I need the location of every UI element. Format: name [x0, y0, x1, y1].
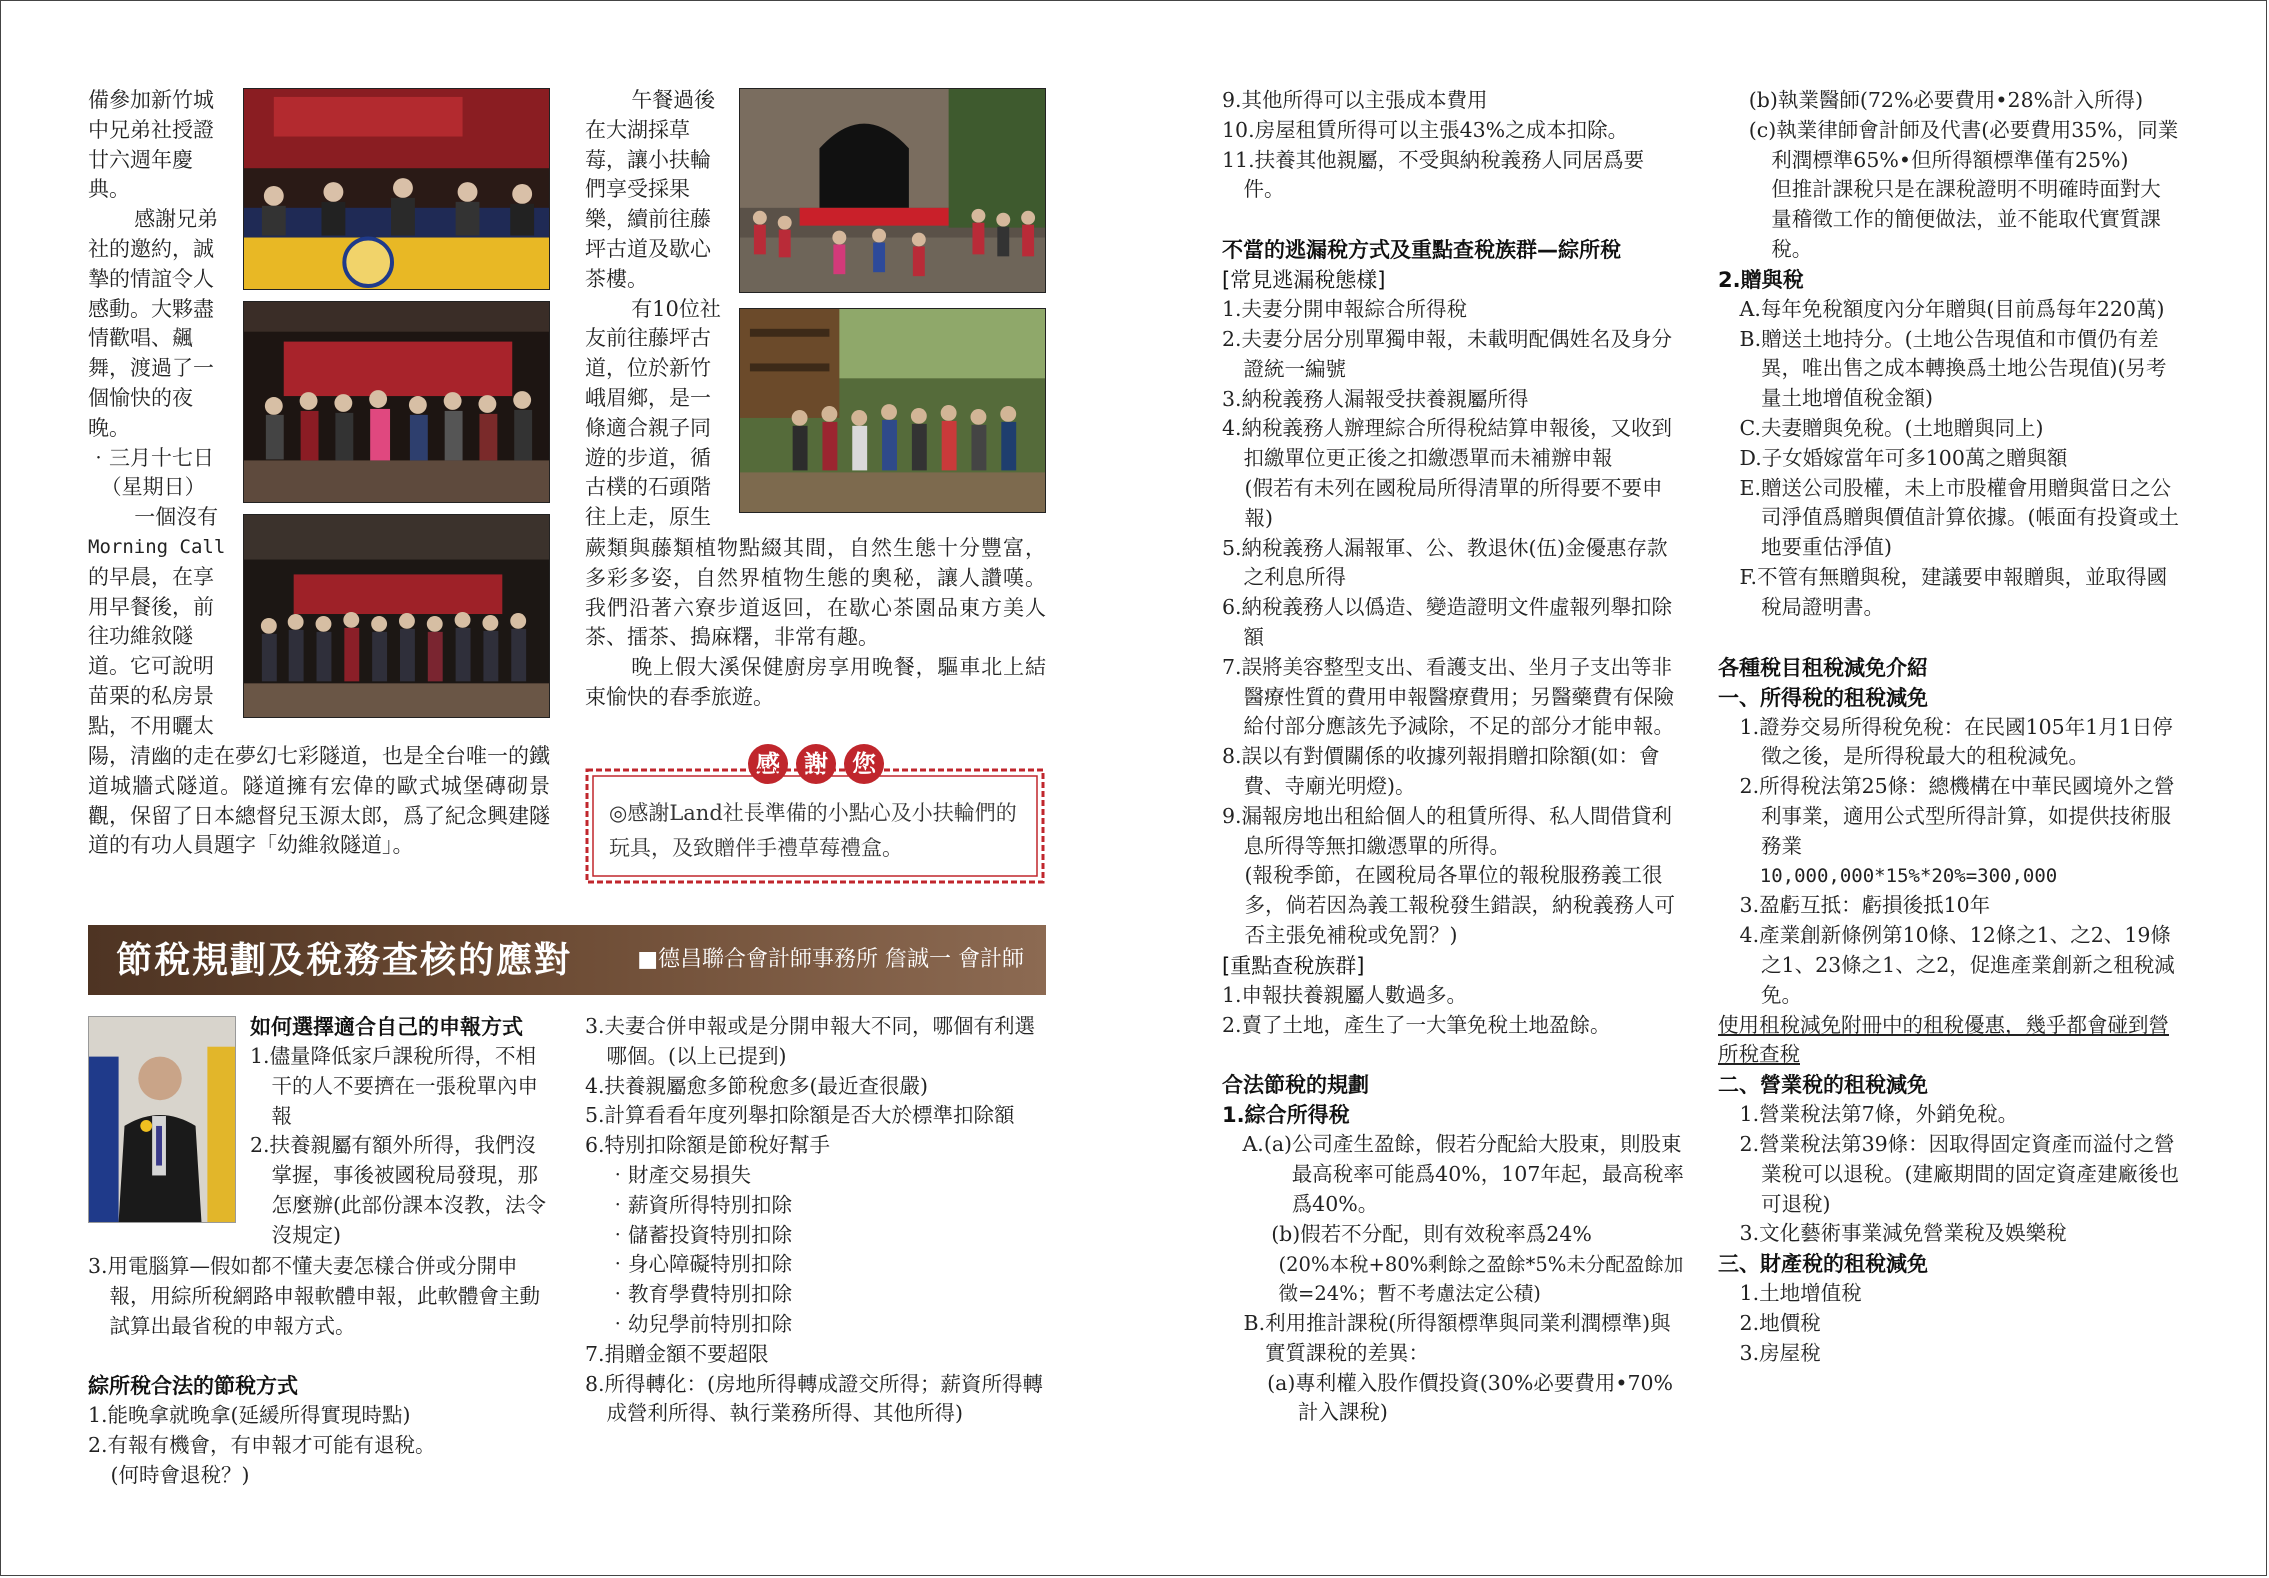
text-line: 摯的情誼令人: [88, 266, 214, 291]
seal-char-2: 謝: [796, 744, 836, 784]
text-line: 莓，讓小扶輪: [585, 147, 711, 172]
text-line: 備參加新竹城: [88, 88, 214, 112]
formula-line: 10,000,000*15%*20%=300,000: [1759, 864, 2058, 887]
list-item: 6.納稅義務人以僞造、變造證明文件虛報列舉扣除額: [1222, 595, 1673, 649]
tax-left-column: [250, 1012, 550, 1251]
text-line: 有10位社: [631, 296, 721, 321]
list-item: 2.有報有機會，有申報才可能有退稅。: [88, 1433, 436, 1458]
photo-group-stage: [243, 514, 550, 718]
photo-group-dancing: [243, 301, 550, 503]
text-line: 個愉快的夜: [88, 385, 193, 410]
list-note: 但推計課稅只是在課稅證明不明確時面對大量稽徵工作的簡便做法，並不能取代實質課稅。: [1771, 177, 2161, 261]
list-item: F.不管有無贈與稅，建議要申報贈與，並取得國稅局證明書。: [1739, 564, 2168, 619]
section-heading: 如何選擇適合自己的申報方式: [250, 1015, 523, 1039]
list-item: 3.納稅義務人漏報受扶養親屬所得: [1222, 386, 1529, 411]
list-item: 1.申報扶養親屬人數過多。: [1222, 982, 1468, 1007]
list-item: B.利用推計課稅(所得額標準與同業利潤標準)與實質課稅的差異：: [1243, 1311, 1671, 1365]
list-item: A.(a)公司產生盈餘，假若分配給大股東，則股東最高稅率可能爲40%，107年起，最高稅率爲40%。: [1242, 1132, 1684, 1216]
text-line: 感謝兄弟: [134, 207, 219, 232]
subsection-heading: 二、營業稅的租稅減免: [1718, 1073, 1928, 1098]
list-item: 2.所得稅法第25條：總機構在中華民國境外之營利事業，適用公式型所得計算，如提供技術服務業: [1739, 774, 2175, 858]
banner-author: ■德昌聯合會計師事務所 詹誠一 會計師: [637, 947, 1024, 972]
list-note: (假若有未列在國稅局所得清單的所得要不要申報): [1244, 475, 1663, 530]
section-heading: 各種稅目租稅減免介紹: [1718, 655, 1928, 680]
underlined-note: 使用租稅減免附冊中的租稅優惠，幾乎都會碰到營所稅查稅: [1718, 1012, 2169, 1067]
list-item: 10.房屋租賃所得可以主張43%之成本扣除。: [1222, 117, 1629, 142]
list-item: 1.營業稅法第7條，外銷免稅。: [1739, 1102, 2019, 1127]
bullet-item: ‧幼兒學前特別扣除: [607, 1311, 793, 1336]
col2-top-text: [585, 86, 727, 533]
bullet-item: ‧身心障礙特別扣除: [607, 1252, 793, 1277]
list-note: (報稅季節，在國稅局各單位的報稅服務義工很多，倘若因為義工報稅發生錯誤，納稅義務人可否主張免補稅或免罰？): [1244, 863, 1676, 947]
text-line: 往功維敘隧: [88, 624, 193, 649]
author-photo: [88, 1016, 236, 1223]
subsection-heading: 1.綜合所得稅: [1222, 1103, 1350, 1128]
tax-col4: [1718, 86, 2180, 1368]
bullet-item: ‧財產交易損失: [607, 1162, 752, 1187]
list-item: 1.儘量降低家戶課稅所得，不相干的人不要擠在一張稅單內申報: [250, 1044, 539, 1128]
banner-title: 節稅規劃及稅務查核的應對: [116, 939, 573, 981]
list-item: 6.特別扣除額是節稅好幫手: [585, 1133, 831, 1158]
col1-top-text: [88, 86, 230, 742]
text-line: 情歡唱、飆: [88, 326, 193, 351]
subsection-heading: 一、所得稅的租稅減免: [1718, 685, 1928, 710]
text-line: 廿六週年慶: [88, 147, 193, 172]
text-line: 的早晨，在享: [88, 564, 214, 589]
bullet-item: ‧教育學費特別扣除: [607, 1282, 793, 1307]
list-item: 3.盈虧互抵：虧損後抵10年: [1739, 893, 1991, 918]
text-line: 感動。大夥盡: [88, 296, 214, 321]
list-item: 5.納稅義務人漏報軍、公、教退休(伍)金優惠存款之利息所得: [1222, 535, 1668, 590]
date-heading-sub: （星期日）: [100, 475, 206, 500]
bullet-item: ‧薪資所得特別扣除: [607, 1192, 793, 1217]
tax-left-lower: [88, 1252, 550, 1491]
list-item: 2.營業稅法第39條：因取得固定資產而溢付之營業稅可以退稅。(建廠期間的固定資產建廠後也可退稅): [1739, 1131, 2180, 1216]
list-item: 2.扶養親屬有額外所得，我們沒掌握，事後被國稅局發現，那怎麼辦(此部份課本沒教，法令沒規定): [250, 1133, 547, 1247]
tax-mid-column: [585, 1012, 1046, 1429]
subsection-heading: [重點查稅族群]: [1222, 953, 1365, 978]
list-item: 4.產業創新條例第10條、12條之1、之2、19條之1、23條之1、之2，促進產業創新之租稅減免。: [1739, 923, 2175, 1007]
text-line: 遊的步道，循: [585, 445, 711, 470]
text-line: 們享受採果: [585, 177, 690, 202]
text-line: 社的邀約，誠: [88, 236, 214, 261]
text-line: 條適合親子同: [585, 415, 711, 440]
text-paragraph: 晚上假大溪保健廚房享用晚餐，驅車北上結束愉快的春季旅遊。: [585, 655, 1046, 709]
list-item: (c)執業律師會計師及代書(必要費用35%，同業利潤標準65%•但所得額標準僅有25%): [1748, 117, 2179, 172]
section-heading: 2.贈與稅: [1718, 267, 1804, 292]
col1-full-paragraph: 陽，清幽的走在夢幻七彩隧道，也是全台唯一的鐵道城牆式隧道。隧道擁有宏偉的歐式城堡磚砌景觀，保留了日本總督兒玉源太郎，爲了紀念興建隧道的有功人員題字「幼維敘隧道」。: [88, 744, 550, 858]
list-item: 11.扶養其他親屬，不受與納稅義務人同居爲要件。: [1222, 147, 1645, 202]
list-item: 1.能晚拿就晚拿(延緩所得實現時點): [88, 1403, 411, 1428]
seal-char-3: 您: [844, 744, 884, 784]
list-item: 8.誤以有對價關係的收據列報捐贈扣除額(如：會費、寺廟光明燈)。: [1222, 744, 1660, 798]
text-line: 典。: [88, 177, 130, 202]
text-line: 往上走，原生: [585, 505, 711, 530]
list-item: 3.文化藝術事業減免營業稅及娛樂稅: [1739, 1221, 2067, 1246]
photo-tunnel-group: [739, 88, 1046, 293]
text-line: 坪古道及歇心: [585, 236, 711, 261]
text-line: 舞，渡過了一: [88, 356, 214, 381]
list-note: (20%本稅+80%剩餘之盈餘*5%未分配盈餘加徵=24%；暫不考慮法定公積): [1278, 1252, 1684, 1306]
text-line: 樂，續前往藤: [585, 207, 711, 232]
text-line: 道。它可說明: [88, 654, 214, 679]
list-item: B.贈送土地持分。(土地公告現值和市價仍有差異，唯出售之成本轉換爲土地公告現值)(另考量土地增值稅金額): [1739, 326, 2167, 411]
photo-conference-table: [243, 88, 550, 290]
list-item: 7.捐贈金額不要超限: [585, 1341, 769, 1366]
subsection-heading: 三、財產稅的租稅減免: [1718, 1252, 1928, 1277]
section-heading: 合法節稅的規劃: [1222, 1073, 1369, 1098]
list-item: 3.房屋稅: [1739, 1340, 1821, 1365]
text-line: 午餐過後: [631, 88, 716, 112]
text-paragraph: 蕨類與藤類植物點綴其間，自然生態十分豐富，多彩多姿，自然界植物生態的奧秘，讓人讚嘆。我們沿著六寮步道返回，在歇心茶園品東方美人茶、擂茶、搗麻糬，非常有趣。: [585, 536, 1046, 650]
section-heading: 不當的逃漏稅方式及重點查稅族群—綜所稅: [1222, 238, 1621, 263]
date-heading: ‧三月十七日: [88, 445, 214, 470]
list-item: 1.夫妻分開申報綜合所得稅: [1222, 297, 1468, 322]
list-item: 2.地價稅: [1739, 1310, 1821, 1335]
list-item: 8.所得轉化：(房地所得轉成證交所得；薪資所得轉成營利所得、執行業務所得、其他所得): [585, 1371, 1044, 1426]
thanks-box: [585, 764, 1045, 884]
text-line: 古樸的石頭階: [585, 475, 711, 500]
list-item: (b)執業醫師(72%必要費用•28%計入所得): [1748, 88, 2144, 112]
list-item: D.子女婚嫁當年可多100萬之贈與額: [1739, 445, 2068, 470]
section-heading: 綜所稅合法的節稅方式: [88, 1374, 298, 1399]
list-item: C.夫妻贈與免稅。(土地贈與同上): [1739, 415, 2044, 440]
list-item: 7.誤將美容整型支出、看護支出、坐月子支出等非醫療性質的費用申報醫療費用；另醫藥費有保險給付部分應該先予減除，不足的部分才能申報。: [1222, 654, 1675, 739]
col2-full-paragraph: [585, 534, 1046, 713]
tax-col3: [1222, 86, 1684, 1428]
photo-forest-group: [739, 308, 1046, 513]
list-item: A.每年免稅額度內分年贈與(目前爲每年220萬): [1739, 296, 2165, 321]
list-item: 5.計算看看年度列舉扣除額是否大於標準扣除額: [585, 1103, 1015, 1128]
list-item: 3.夫妻合併申報或是分開申報大不同，哪個有利選哪個。(以上已提到): [585, 1014, 1036, 1068]
text-line: 道，位於新竹: [585, 356, 711, 381]
text-line: 在大湖採草: [585, 117, 690, 142]
text-line: 中兄弟社授證: [88, 117, 214, 142]
list-item: 2.賣了土地，產生了一大筆免稅土地盈餘。: [1222, 1012, 1611, 1037]
list-item: 4.扶養親屬愈多節稅愈多(最近查很嚴): [585, 1073, 929, 1098]
text-line: Morning Call: [88, 535, 226, 558]
text-line: 苗栗的私房景: [88, 683, 214, 708]
list-item: 4.納稅義務人辦理綜合所得稅結算申報後，又收到扣繳單位更正後之扣繳憑單而未補辦申報: [1222, 416, 1673, 471]
text-line: 一個沒有: [134, 505, 219, 530]
subsection-heading: [常見逃漏稅態樣]: [1222, 268, 1386, 293]
thanks-text: ◎感謝Land社長準備的小點心及小扶輪們的玩具，及致贈伴手禮草莓禮盒。: [609, 801, 1017, 860]
text-line: 晚。: [88, 415, 130, 440]
list-item: 2.夫妻分居分別單獨申報，未載明配偶姓名及身分證統一編號: [1222, 326, 1673, 381]
text-line: 峨眉鄉，是一: [585, 385, 711, 410]
seal-char-1: 感: [748, 744, 788, 784]
list-item: 3.用電腦算—假如都不懂夫妻怎樣合併或分開申報，用綜所稅網路申報軟體申報，此軟體會主動試算出最省稅的申報方式。: [88, 1254, 541, 1338]
text-line: 用早餐後，前: [88, 594, 214, 619]
list-item: 9.其他所得可以主張成本費用: [1222, 88, 1488, 112]
list-item: E.贈送公司股權，未上市股權會用贈與當日之公司淨值爲贈與價值計算依據。(帳面有投資或土地要重估淨值): [1739, 475, 2180, 560]
list-item: (b)假若不分配，則有效稅率爲24%: [1271, 1221, 1592, 1246]
text-line: 茶樓。: [585, 266, 648, 291]
text-line: 友前往藤坪古: [585, 326, 711, 351]
article-banner: [88, 925, 1046, 995]
list-item: 1.土地增值稅: [1739, 1281, 1862, 1306]
list-item: 1.證券交易所得稅免稅：在民國105年1月1日停徵之後，是所得稅最大的租稅減免。: [1739, 714, 2173, 769]
list-item: 9.漏報房地出租給個人的租賃所得、私人間借貸利息所得等無扣繳憑單的所得。: [1222, 803, 1673, 858]
list-item-note: (何時會退稅？): [110, 1462, 250, 1487]
bullet-item: ‧儲蓄投資特別扣除: [607, 1222, 793, 1247]
text-line: 點，不用曬太: [88, 713, 214, 738]
list-item: (a)專利權入股作價投資(30%必要費用•70%計入課稅): [1267, 1370, 1674, 1425]
